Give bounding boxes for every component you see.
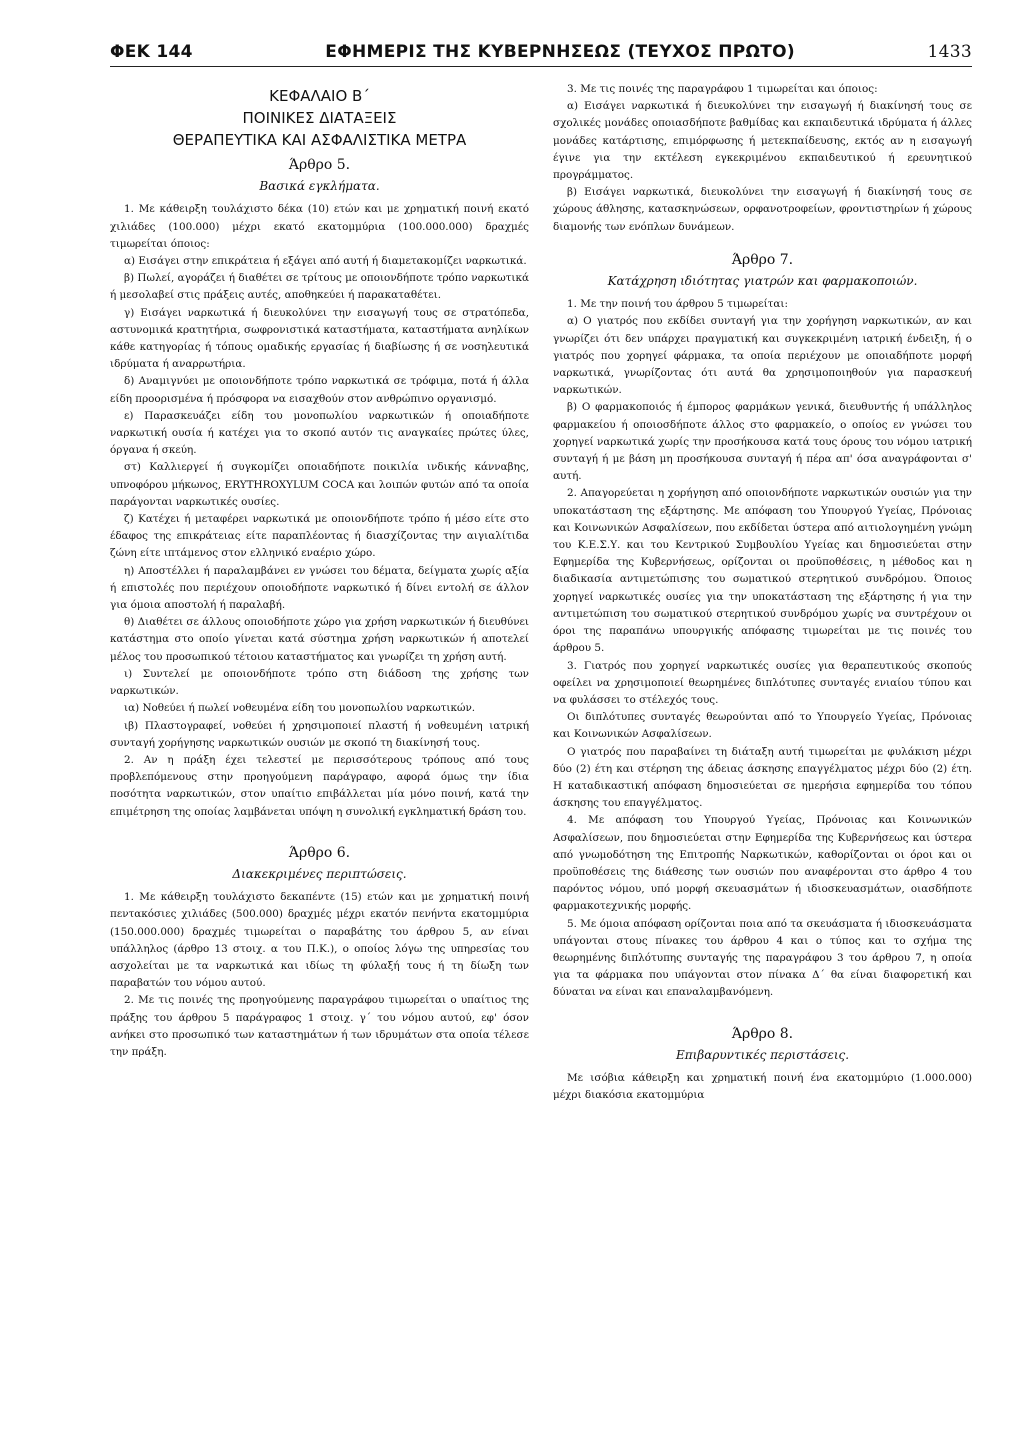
page-number: 1433 — [927, 42, 972, 62]
paragraph: Ο γιατρός που παραβαίνει τη διάταξη αυτή τιμωρείται με φυλάκιση μέχρι δύο (2) έτη και στέρηση της άδειας άσκησης επαγγέλματος μέχρι δύο (2) έτη. Η καταδικαστική απόφαση δημοσιεύεται σε ημερήσια εφημερίδα του τόπου άσκησης του επαγγέλματος. — [553, 745, 972, 810]
chapter-heading — [110, 85, 529, 151]
paragraph: ι) Συντελεί με οποιονδήποτε τρόπο στη διάδοση της χρήσης των ναρκωτικών. — [110, 667, 529, 698]
article-8-body — [553, 1070, 972, 1104]
paragraph: 3. Με τις ποινές της παραγράφου 1 τιμωρείται και όποιος: — [567, 83, 878, 95]
paragraph: ιβ) Πλαστογραφεί, νοθεύει ή χρησιμοποιεί πλαστή ή νοθευμένη ιατρική συνταγή χορήγησης ναρκωτικών ουσιών με σκοπό τη διακίνησή τους. — [110, 719, 529, 749]
article-6-heading: Άρθρο 6. — [288, 844, 351, 861]
left-column — [110, 81, 529, 1104]
chapter-line: ΚΕΦΑΛΑΙΟ Β΄ — [269, 87, 370, 105]
paragraph: α) Εισάγει ναρκωτικά ή διευκολύνει την εισαγωγή ή διακίνησή τους σε σχολικές μονάδες οποιασδήποτε βαθμίδας και εκπαιδευτικά ιδρύματα ή άλλες μονάδες κατάρτισης, επιμόρφωσης ή μετεκπαίδευσης, εκτός αν η εισαγωγή έγινε για την εκτέλεση εγκεκριμένου εκπαιδευτικού ή ερευνητικού προγράμματος. — [553, 100, 972, 182]
paragraph: ζ) Κατέχει ή μεταφέρει ναρκωτικά με οποιονδήποτε τρόπο ή μέσο είτε στο έδαφος της επικράτειας είτε παραπλέοντας ή διασχίζοντας την αιγιαλίτιδα ζώνη είτε ιπτάμενος στον ελληνικό εναέριο χώρο. — [110, 513, 529, 560]
paragraph: ια) Νοθεύει ή πωλεί νοθευμένα είδη του μονοπωλίου ναρκωτικών. — [124, 702, 476, 715]
article-8-subtitle: Επιβαρυντικές περιστάσεις. — [675, 1047, 850, 1062]
paragraph: 2. Αν η πράξη έχει τελεστεί με περισσότερους τρόπους από τους προβλεπόμενους στην προηγούμενη παράγραφο, αφορά όμως την ίδια ποσότητα ναρκωτικών, στον υπαίτιο επιβάλλεται μία μόνο ποινή, κατά την επιμέτρηση της οποίας λαμβάνεται υπόψη η συνολική εγκληματική δράση του. — [110, 753, 529, 818]
article-7-subtitle: Κατάχρηση ιδιότητας γιατρών και φαρμακοποιών. — [607, 274, 918, 289]
gazette-title: ΕΦΗΜΕΡΙΣ ΤΗΣ ΚΥΒΕΡΝΗΣΕΩΣ (ΤΕΥΧΟΣ ΠΡΩΤΟ) — [325, 42, 795, 62]
spacer — [553, 1002, 972, 1020]
columns — [110, 81, 972, 1104]
paragraph: γ) Εισάγει ναρκωτικά ή διευκολύνει την εισαγωγή τους σε στρατόπεδα, αστυνομικά κρατητήρια, σωφρονιστικά καταστήματα, καταστήματα ανηλίκων κάθε κατηγορίας ή τόπους ομαδικής εργασίας ή διαβίωσης ή σε νοσηλευτικά ιδρύματα ή αναρρωτήρια. — [110, 306, 529, 371]
paragraph: 2. Με τις ποινές της προηγούμενης παραγράφου τιμωρείται ο υπαίτιος της πράξης του άρθρου 5 παράγραφος 1 στοιχ. γ΄ του νόμου αυτού, εφ' όσον ανήκει στο προσωπικό των καταστημάτων ή των ιδρυμάτων στα οποία τέλεσε την πράξη. — [110, 994, 529, 1058]
paragraph: 1. Με κάθειρξη τουλάχιστο δεκαπέντε (15) ετών και με χρηματική ποινή πεντακόσιες χιλιάδες (500.000) δραχμές μέχρι εκατόν πενήντα εκατομμύρια (150.000.000) δραχμές τιμωρείται ο παραβάτης του άρθρου 5, αν είναι υπάλληλος (άρθρο 13 στοιχ. α του Π.Κ.), ο οποίος λόγω της υπηρεσίας του ασχολείται με τα ναρκωτικά και ιδίως τη φύλαξή τους ή τη δίωξη των παραβατών του νόμου αυτού. — [110, 891, 529, 990]
paragraph: β) Πωλεί, αγοράζει ή διαθέτει σε τρίτους με οποιονδήποτε τρόπο ναρκωτικά ή μεσολαβεί στις πράξεις αυτές, αποθηκεύει ή παρακαταθέτει. — [110, 272, 529, 302]
paragraph: 5. Με όμοια απόφαση ορίζονται ποια από τα σκευάσματα ή ιδιοσκευάσματα υπάγονται στους πίνακες του άρθρου 4 και ο τύπος και το σχήμα της θεωρημένης διπλότυπης συνταγής της παραγράφου 3 του άρθρου 7, η οποία για τα φάρμακα που υπάγονται στον πίνακα Δ΄ θα είναι διαφορετική και δύναται να είναι και επαναλαμβανόμενη. — [553, 917, 972, 999]
article-6-subtitle: Διακεκριμένες περιπτώσεις. — [232, 866, 407, 881]
paragraph: Οι διπλότυπες συνταγές θεωρούνται από το Υπουργείο Υγείας, Πρόνοιας και Κοινωνικών Ασφαλίσεων. — [553, 711, 972, 741]
paragraph: 1. Με κάθειρξη τουλάχιστο δέκα (10) ετών και με χρηματική ποινή εκατό χιλιάδες (100.000) μέχρι εκατό εκατομμύρια (100.000.000) δραχμές τιμωρείται όποιος: — [110, 203, 529, 250]
paragraph: 1. Με την ποινή του άρθρου 5 τιμωρείται: — [567, 298, 788, 311]
spacer — [553, 236, 972, 246]
paragraph: α) Ο γιατρός που εκδίδει συνταγή για την χορήγηση ναρκωτικών, αν και γνωρίζει ότι δεν υπάρχει πραγματική και συγκεκριμένη ιατρική ένδειξη, ή ο γιατρός που χορηγεί φάρμακα, τα οποία περιέχουν με οποιαδήποτε μορφή ναρκωτικά, γνωρίζοντας ότι αυτά θα χρησιμοποιηθούν για παρασκευή ναρκωτικών. — [553, 315, 972, 397]
issue-number: ΦΕΚ 144 — [110, 42, 193, 62]
paragraph: β) Εισάγει ναρκωτικά, διευκολύνει την εισαγωγή ή διακίνησή τους σε χώρους άθλησης, κατασκηνώσεων, ορφανοτροφείων, φροντιστηρίων ή χώρους διαμονής των ενόπλων δυνάμεων. — [553, 186, 972, 233]
article-6-body — [110, 889, 529, 1061]
article-7-body — [553, 296, 972, 1001]
article-8-heading: Άρθρο 8. — [731, 1025, 794, 1042]
article-5-subtitle: Βασικά εγκλήματα. — [259, 179, 380, 194]
paragraph: ε) Παρασκευάζει είδη του μονοπωλίου ναρκωτικών ή οποιαδήποτε ναρκωτική ουσία ή κατέχει για το σκοπό αυτόν τις αναγκαίες πρώτες ύλες, όργανα ή σκεύη. — [110, 409, 529, 457]
paragraph: 2. Απαγορεύεται η χορήγηση από οποιονδήποτε ναρκωτικών ουσιών για την υποκατάσταση της εξάρτησης. Με απόφαση του Υπουργού Υγείας, Πρόνοιας και Κοινωνικών Ασφαλίσεων, που εκδίδεται ύστερα από αιτιολογημένη γνώμη του Κ.Ε.Σ.Υ. και του Κεντρικού Συμβουλίου Υγείας και δημοσιεύεται στην Εφημερίδα της Κυβερνήσεως, ορίζονται οι προϋποθέσεις, η μέθοδος και η διαδικασία αντιμετώπισης του σωματικού στερητικού συνδρόμου. Όποιος χορηγεί ναρκωτικές ουσίες για την υποκατάσταση της εξάρτησης ή για την αντιμετώπιση του σωματικού στερητικού συνδρόμου χωρίς να συντρέχουν οι όροι της παραπάνω υπουργικής απόφασης τιμωρείται με τις ποινές του άρθρου 5. — [553, 487, 972, 655]
header-rule — [110, 66, 972, 67]
paragraph: δ) Αναμιγνύει με οποιονδήποτε τρόπο ναρκωτικά σε τρόφιμα, ποτά ή άλλα είδη προορισμένα ή πρόσφορα να εισαχθούν στον ανθρώπινο οργανισμό. — [110, 375, 529, 405]
paragraph: α) Εισάγει στην επικράτεια ή εξάγει από αυτή ή διαμετακομίζει ναρκωτικά. — [124, 255, 527, 268]
paragraph: στ) Καλλιεργεί ή συγκομίζει οποιαδήποτε ποικιλία ινδικής κάνναβης, υπνοφόρου μήκωνος, ERYTHROXYLUM COCA και λοιπών φυτών από τα οποία παράγονται ναρκωτικές ουσίες. — [110, 461, 529, 508]
article-5-heading: Άρθρο 5. — [288, 157, 351, 173]
article-6-continued-body — [553, 81, 972, 236]
paragraph: Με ισόβια κάθειρξη και χρηματική ποινή ένα εκατομμύριο (1.000.000) μέχρι διακόσια εκατομμύρια — [553, 1071, 972, 1102]
right-column — [553, 81, 972, 1104]
chapter-line: ΠΟΙΝΙΚΕΣ ΔΙΑΤΑΞΕΙΣ — [242, 109, 397, 127]
paragraph: 4. Με απόφαση του Υπουργού Υγείας, Πρόνοιας και Κοινωνικών Ασφαλίσεων, που δημοσιεύεται στην Εφημερίδα της Κυβερνήσεως και ύστερα από γνωμοδότηση της Επιτροπής Ναρκωτικών, καθορίζονται οι όροι και οι προϋποθέσεις της διάθεσης των ουσιών που αναφέρονται στο άρθρο 4 του παρόντος νόμου, υπό μορφή σκευασμάτων ή ιδιοσκευασμάτων, οιασδήποτε φαρμακοτεχνικής μορφής. — [553, 814, 972, 913]
chapter-line: ΘΕΡΑΠΕΥΤΙΚΑ ΚΑΙ ΑΣΦΑΛΙΣΤΙΚΑ ΜΕΤΡΑ — [172, 131, 467, 149]
paragraph: β) Ο φαρμακοποιός ή έμπορος φαρμάκων γενικά, διευθυντής ή υπάλληλος φαρμακείου ή οποιοσδήποτε άλλος στο φαρμακείο, ο οποίος εν γνώσει του χορηγεί ναρκωτικά χωρίς την προσήκουσα κατά τους όρους του νόμου ιατρική συνταγή ή με βάση μη προσήκουσα συνταγή ή πέρα απ' όσα αναγράφονται σ' αυτή. — [553, 401, 972, 483]
page-header — [110, 42, 972, 62]
article-5-body — [110, 201, 529, 820]
paragraph: θ) Διαθέτει σε άλλους οποιοδήποτε χώρο για χρήση ναρκωτικών ή διευθύνει κατάστημα στο οποίο γίνεται κατά σύστημα χρήση ναρκωτικών ή αποτελεί μέλος του προσωπικού τέτοιου καταστήματος και γνωρίζει τη χρήση αυτή. — [110, 616, 529, 663]
article-7-heading: Άρθρο 7. — [731, 251, 794, 268]
paragraph: η) Αποστέλλει ή παραλαμβάνει εν γνώσει του δέματα, δείγματα χωρίς αξία ή επιστολές που περιέχουν οποιοδήποτε ναρκωτικό ή δίνει εντολή σε άλλον για όμοια αποστολή ή παραλαβή. — [110, 564, 529, 612]
paragraph: 3. Γιατρός που χορηγεί ναρκωτικές ουσίες για θεραπευτικούς σκοπούς οφείλει να χρησιμοποιεί θεωρημένες διπλότυπες συνταγές ενιαίου τύπου και να φυλάσσει το στέλεχός τους. — [553, 659, 972, 706]
spacer — [110, 821, 529, 839]
